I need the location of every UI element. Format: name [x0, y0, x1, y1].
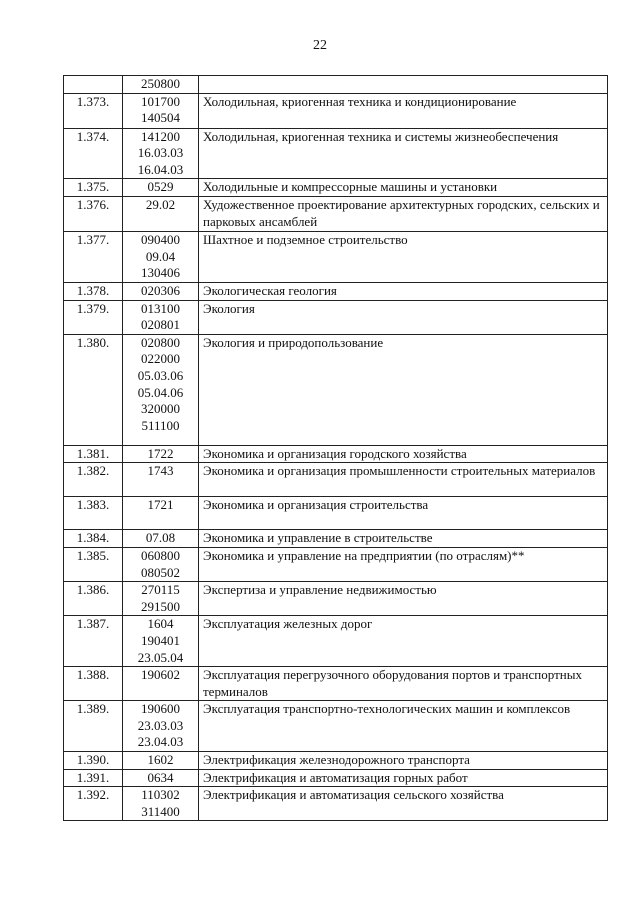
- specialty-code: 020801: [141, 317, 180, 333]
- specialty-code: 1722: [147, 445, 174, 461]
- specialty-code: 101700: [141, 93, 180, 109]
- table-row: [64, 93, 608, 128]
- specialty-code: 020800: [141, 334, 180, 350]
- specialty-codes: [123, 752, 199, 770]
- specialty-codes: [123, 128, 199, 179]
- specialty-name: Электрификация и автоматизация горных работ: [199, 769, 608, 787]
- specialty-code: 080502: [141, 564, 180, 580]
- specialty-code: 311400: [141, 803, 180, 819]
- table-row: [64, 752, 608, 770]
- row-number: 1.376.: [64, 196, 123, 231]
- table-row: [64, 445, 608, 463]
- table-row: [64, 667, 608, 701]
- specialty-codes: [123, 616, 199, 667]
- row-number: 1.391.: [64, 769, 123, 787]
- specialty-name: Экономика и управление в строительстве: [199, 530, 608, 548]
- specialty-code: 05.04.06: [137, 384, 184, 400]
- table-row: [64, 616, 608, 667]
- specialty-name: Шахтное и подземное строительство: [199, 231, 608, 282]
- specialty-code: 190401: [141, 632, 180, 648]
- specialty-codes: [123, 463, 199, 497]
- specialty-code: 23.04.03: [137, 734, 184, 750]
- specialty-name: Экология и природопользование: [199, 334, 608, 445]
- specialty-code: 16.03.03: [137, 145, 184, 161]
- row-number: 1.380.: [64, 334, 123, 445]
- specialty-code: 09.04: [145, 248, 176, 264]
- specialty-code: 140504: [141, 110, 180, 126]
- specialty-code: 16.04.03: [137, 161, 184, 177]
- specialty-codes: [123, 582, 199, 616]
- specialty-name: Экономика и организация строительства: [199, 497, 608, 530]
- specialty-code: 1743: [147, 463, 174, 479]
- table-row: [64, 547, 608, 581]
- row-number: 1.390.: [64, 752, 123, 770]
- specialty-name: Экономика и управление на предприятии (по отраслям)**: [199, 547, 608, 581]
- specialty-name: Электрификация железнодорожного транспорта: [199, 752, 608, 770]
- table-row: [64, 582, 608, 616]
- specialty-code: 0529: [147, 179, 174, 195]
- row-number: 1.389.: [64, 701, 123, 752]
- row-number: 1.386.: [64, 582, 123, 616]
- specialty-name: Экономика и организация промышленности строительных материалов: [199, 463, 608, 497]
- row-number: 1.378.: [64, 282, 123, 300]
- table-row: [64, 769, 608, 787]
- specialty-code: 190600: [141, 701, 180, 717]
- row-number: 1.381.: [64, 445, 123, 463]
- specialty-code: 0634: [147, 769, 174, 785]
- table-row: [64, 463, 608, 497]
- table-row: [64, 787, 608, 821]
- specialty-name: Электрификация и автоматизация сельского хозяйства: [199, 787, 608, 821]
- specialty-name: Эксплуатация транспортно-технологических машин и комплексов: [199, 701, 608, 752]
- table-row: [64, 128, 608, 179]
- specialty-codes: [123, 300, 199, 334]
- specialty-code: 250800: [141, 76, 180, 91]
- row-number: 1.382.: [64, 463, 123, 497]
- specialty-codes: [123, 196, 199, 231]
- table-row: [64, 282, 608, 300]
- table-row: [64, 196, 608, 231]
- specialty-name: Эксплуатация перегрузочного оборудования портов и транспортных терминалов: [199, 667, 608, 701]
- specialty-name: Холодильные и компрессорные машины и установки: [199, 179, 608, 197]
- specialty-codes: [123, 769, 199, 787]
- specialty-codes: [123, 231, 199, 282]
- specialty-name: Холодильная, криогенная техника и кондиционирование: [199, 93, 608, 128]
- row-number: [64, 76, 123, 94]
- specialty-code: 291500: [141, 598, 180, 614]
- table-row: [64, 300, 608, 334]
- specialty-code: 020306: [141, 282, 180, 298]
- row-number: 1.373.: [64, 93, 123, 128]
- specialty-code: 013100: [141, 300, 180, 316]
- row-number: 1.377.: [64, 231, 123, 282]
- table-row: [64, 179, 608, 197]
- row-number: 1.387.: [64, 616, 123, 667]
- specialty-name: Экологическая геология: [199, 282, 608, 300]
- specialty-name: [199, 76, 608, 94]
- specialty-code: 130406: [141, 265, 180, 281]
- specialty-code: 270115: [141, 582, 180, 598]
- specialty-codes: [123, 282, 199, 300]
- specialty-codes: [123, 93, 199, 128]
- table-row: [64, 530, 608, 548]
- row-number: 1.383.: [64, 497, 123, 530]
- table-row: [64, 334, 608, 445]
- specialty-name: Художественное проектирование архитектурных городских, сельских и парковых ансамблей: [199, 196, 608, 231]
- specialty-code: 05.03.06: [137, 367, 184, 383]
- specialty-code: 141200: [141, 128, 180, 144]
- specialty-codes: [123, 701, 199, 752]
- specialty-name: Экология: [199, 300, 608, 334]
- row-number: 1.392.: [64, 787, 123, 821]
- specialty-codes: [123, 787, 199, 821]
- specialty-code: 23.03.03: [137, 717, 184, 733]
- row-number: 1.379.: [64, 300, 123, 334]
- specialty-name: Эксплуатация железных дорог: [199, 616, 608, 667]
- specialty-code: 1604: [147, 616, 174, 632]
- specialty-code: 29.02: [145, 196, 176, 212]
- specialty-codes: [123, 667, 199, 701]
- specialty-table: [63, 75, 608, 821]
- table-body: [64, 76, 608, 821]
- specialty-codes: [123, 445, 199, 463]
- specialty-codes: [123, 547, 199, 581]
- specialty-code: 07.08: [145, 530, 176, 546]
- specialty-codes: [123, 530, 199, 548]
- specialty-codes: [123, 76, 199, 94]
- specialty-name: Экспертиза и управление недвижимостью: [199, 582, 608, 616]
- row-number: 1.388.: [64, 667, 123, 701]
- specialty-code: 022000: [141, 351, 180, 367]
- specialty-codes: [123, 497, 199, 530]
- specialty-code: 090400: [141, 231, 180, 247]
- row-number: 1.375.: [64, 179, 123, 197]
- specialty-name: Экономика и организация городского хозяйства: [199, 445, 608, 463]
- row-number: 1.374.: [64, 128, 123, 179]
- table-row: [64, 231, 608, 282]
- specialty-code: 110302: [141, 787, 180, 803]
- specialty-codes: [123, 334, 199, 445]
- specialty-code: 1721: [147, 497, 174, 513]
- specialty-code: 23.05.04: [137, 649, 184, 665]
- specialty-code: 060800: [141, 547, 180, 563]
- specialty-code: 190602: [141, 667, 180, 683]
- specialty-code: 511100: [141, 417, 180, 433]
- row-number: 1.385.: [64, 547, 123, 581]
- specialty-name: Холодильная, криогенная техника и системы жизнеобеспечения: [199, 128, 608, 179]
- specialty-codes: [123, 179, 199, 197]
- table-row: [64, 76, 608, 94]
- specialty-code: 1602: [147, 752, 174, 768]
- table-row: [64, 701, 608, 752]
- table-row: [64, 497, 608, 530]
- page-number: 22: [313, 38, 327, 53]
- row-number: 1.384.: [64, 530, 123, 548]
- specialty-code: 320000: [141, 401, 180, 417]
